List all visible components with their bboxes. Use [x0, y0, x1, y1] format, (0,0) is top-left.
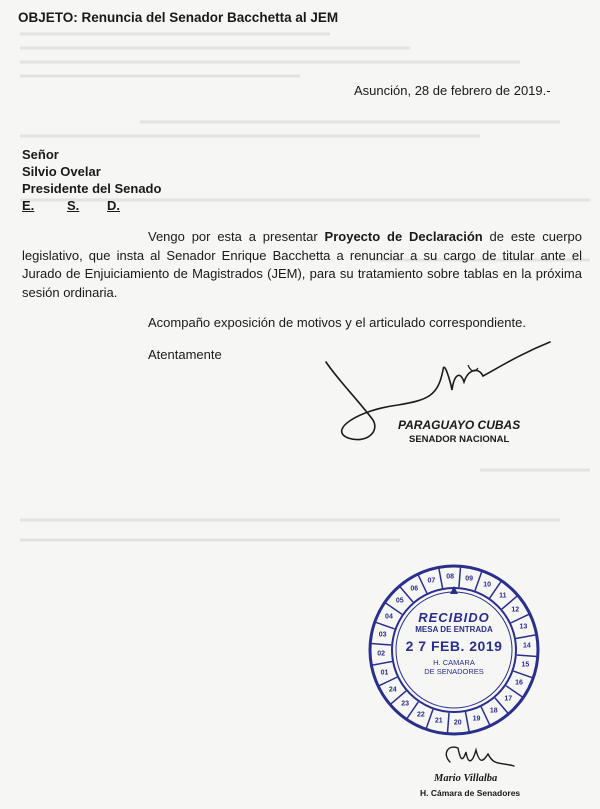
stamp-ring-number: 21	[434, 717, 443, 725]
letter-body	[22, 228, 582, 302]
stamp-ring-number: 15	[521, 661, 530, 669]
stamp-ring-number: 03	[378, 631, 387, 639]
stamp-ring-number: 07	[427, 577, 436, 585]
body-bold-phrase: Proyecto de Declaración	[324, 229, 483, 244]
stamp-ring-number: 13	[519, 623, 528, 631]
recipient-esd	[22, 197, 161, 214]
attachment-line: Acompaño exposición de motivos y el articulado correspondiente.	[148, 315, 526, 330]
stamp-ring-number: 23	[401, 700, 410, 708]
date-line: Asunción, 28 de febrero de 2019.-	[354, 83, 551, 98]
stamp-ring-number: 08	[446, 573, 455, 581]
stamp-ring-number: 12	[511, 606, 520, 614]
stamp-label: RECIBIDO	[418, 610, 490, 625]
stamp-chamber-line1: H. CAMARA	[433, 658, 475, 667]
stamp-office: MESA DE ENTRADA	[415, 625, 493, 634]
stamp-chamber-line2: DE SENADORES	[424, 667, 484, 676]
stamp-ring-number: 01	[380, 669, 389, 677]
stamp-ring-number: 19	[472, 715, 481, 723]
stamp-ring-number: 22	[416, 711, 425, 719]
stamp-ring-number: 02	[377, 650, 385, 658]
stamp-ring-number: 18	[489, 707, 498, 715]
receiver-office: H. Cámara de Senadores	[420, 788, 521, 798]
esd-s: S.	[67, 198, 80, 213]
body-part-1: Vengo por esta a presentar	[148, 229, 325, 244]
signer-title: SENADOR NACIONAL	[409, 434, 510, 445]
stamp-chamber	[364, 658, 544, 676]
stamp-ring-number: 20	[453, 719, 462, 727]
stamp-ring-number: 04	[385, 613, 393, 621]
stamp-ring-number: 09	[465, 575, 474, 583]
stamp-ring-number: 16	[515, 679, 523, 687]
stamp-ring-number: 06	[410, 585, 419, 593]
stamp-ring-number: 10	[483, 581, 492, 589]
recipient-salutation: Señor	[22, 147, 59, 162]
stamp-ring-number: 24	[388, 686, 397, 694]
recipient-position: Presidente del Senado	[22, 181, 162, 196]
stamp-ring-number: 05	[395, 597, 404, 605]
closing-line: Atentamente	[148, 347, 222, 362]
esd-e: E.	[22, 198, 35, 213]
stamp-ring-number: 11	[499, 592, 507, 600]
recipient-name: Silvio Ovelar	[22, 164, 101, 179]
body-part-2: de este cuerpo legislativo, que insta al Senador Enrique Bacchetta a renunciar a su cargo de titular ante el Jurado de Enjuiciamiento de Magistrados (JEM), para su tratamiento sobre tablas en la próxima sesión ordinaria.	[22, 229, 582, 300]
recipient-block	[22, 146, 161, 214]
stamp-date: 2 7 FEB. 2019	[405, 638, 503, 654]
stamp-ring-number: 17	[504, 695, 513, 703]
stamp-ring-number: 14	[522, 642, 531, 650]
receiver-signature	[436, 740, 516, 772]
receiver-name: Mario Villalba	[434, 773, 498, 784]
signer-name: PARAGUAYO CUBAS	[398, 418, 521, 432]
esd-d: D.	[107, 198, 120, 213]
subject-line: OBJETO: Renuncia del Senador Bacchetta al JEM	[18, 10, 339, 25]
